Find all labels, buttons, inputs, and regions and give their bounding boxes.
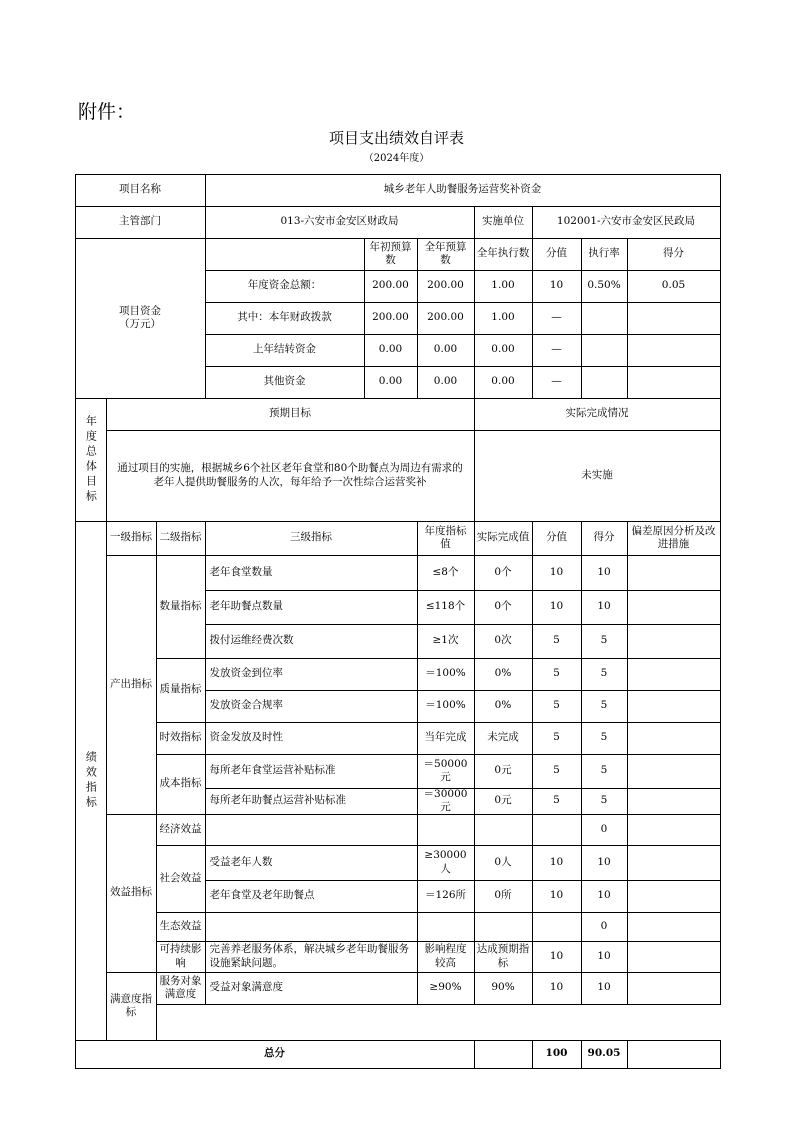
deviation-note	[627, 880, 721, 913]
level3-indicator: 受益老年人数	[205, 845, 418, 881]
actual-value: 0人	[474, 845, 533, 881]
perf-header: 实际完成值	[474, 521, 533, 556]
score-value: 10	[581, 555, 628, 591]
score-value: 5	[581, 624, 628, 659]
deviation-note	[627, 788, 721, 815]
funds-cell: 200.00	[417, 302, 475, 335]
level3-indicator: 每所老年食堂运营补贴标准	[205, 754, 418, 789]
deviation-note	[627, 624, 721, 659]
score-value: 0	[581, 814, 628, 846]
weight-value: 10	[532, 972, 582, 1005]
level1-satisfaction: 满意度指标	[106, 972, 157, 1041]
score-value: 5	[581, 690, 628, 723]
deviation-note	[627, 658, 721, 691]
score-value: 5	[581, 788, 628, 815]
total-label: 总分	[75, 1040, 475, 1069]
actual-value: 0%	[474, 658, 533, 691]
deviation-note	[627, 912, 721, 942]
level2-indicator: 社会效益	[156, 845, 206, 913]
level2-indicator: 可持续影响	[156, 941, 206, 973]
funds-cell: 0.05	[627, 270, 721, 303]
score-value: 10	[581, 590, 628, 625]
expected-goal-text: 通过项目的实施，根据城乡6个社区老年食堂和80个助餐点为周边有需求的老年人提供助餐服务的人次，每年给予一次性综合运营奖补	[106, 430, 475, 522]
score-value: 5	[581, 754, 628, 789]
attachment-label: 附件：	[78, 101, 136, 123]
target-value	[417, 912, 475, 942]
target-value: ≤8个	[417, 555, 475, 591]
level3-indicator	[205, 912, 418, 942]
level2-indicator: 生态效益	[156, 912, 206, 942]
funds-cell: 0.00	[364, 334, 418, 367]
funds-cell: 0.00	[474, 334, 533, 367]
target-value: ＝30000元	[417, 788, 475, 815]
score-value: 10	[581, 972, 628, 1005]
funds-cell: —	[532, 334, 582, 367]
funds-header: 全年执行数	[474, 238, 533, 271]
target-value: ≥30000人	[417, 845, 475, 881]
target-value: ＝100%	[417, 690, 475, 723]
actual-value: 0元	[474, 788, 533, 815]
funds-cell	[627, 366, 721, 399]
weight-value	[532, 912, 582, 942]
level3-indicator	[205, 814, 418, 846]
actual-value: 90%	[474, 972, 533, 1005]
project-name-label: 项目名称	[75, 174, 206, 207]
total-blank	[474, 1040, 533, 1069]
target-value	[417, 814, 475, 846]
unit-value: 102001-六安市金安区民政局	[532, 206, 721, 239]
actual-value: 达成预期指标	[474, 941, 533, 973]
weight-value: 5	[532, 690, 582, 723]
weight-value: 10	[532, 941, 582, 973]
level3-indicator: 每所老年助餐点运营补贴标准	[205, 788, 418, 815]
weight-value: 5	[532, 754, 582, 789]
page-title: 项目支出绩效自评表	[328, 129, 464, 147]
total-weight: 100	[532, 1040, 582, 1069]
funds-row-label: 其中：本年财政拨款	[205, 302, 365, 335]
deviation-note	[627, 941, 721, 973]
perf-header: 一级指标	[106, 521, 157, 556]
level3-indicator: 老年助餐点数量	[205, 590, 418, 625]
goals-label: 年度总体目标	[75, 398, 107, 522]
funds-cell	[627, 334, 721, 367]
actual-value: 0所	[474, 880, 533, 913]
funds-cell	[581, 334, 628, 367]
level2-indicator: 数量指标	[156, 555, 206, 659]
target-value: ≥90%	[417, 972, 475, 1005]
funds-cell: 0.50%	[581, 270, 628, 303]
weight-value: 10	[532, 555, 582, 591]
actual-value: 0个	[474, 590, 533, 625]
score-value: 10	[581, 941, 628, 973]
level3-indicator: 受益对象满意度	[205, 972, 418, 1005]
funds-cell: 0.00	[364, 366, 418, 399]
funds-header: 执行率	[581, 238, 628, 271]
unit-label: 实施单位	[474, 206, 533, 239]
level2-indicator: 时效指标	[156, 722, 206, 755]
perf-header: 得分	[581, 521, 628, 556]
funds-cell: 1.00	[474, 270, 533, 303]
weight-value: 10	[532, 880, 582, 913]
expected-goal-label: 预期目标	[106, 398, 475, 431]
target-value: ≥1次	[417, 624, 475, 659]
actual-value: 0次	[474, 624, 533, 659]
perf-header: 二级指标	[156, 521, 206, 556]
level3-indicator: 老年食堂数量	[205, 555, 418, 591]
perf-header: 三级指标	[205, 521, 418, 556]
weight-value: 5	[532, 722, 582, 755]
weight-value	[532, 814, 582, 846]
perf-header: 分值	[532, 521, 582, 556]
level3-indicator: 拨付运维经费次数	[205, 624, 418, 659]
score-value: 5	[581, 722, 628, 755]
actual-value	[474, 912, 533, 942]
total-blank	[627, 1040, 721, 1069]
level1-output: 产出指标	[106, 555, 157, 815]
weight-value: 10	[532, 590, 582, 625]
dept-label: 主管部门	[75, 206, 206, 239]
deviation-note	[627, 590, 721, 625]
deviation-note	[627, 722, 721, 755]
weight-value: 5	[532, 788, 582, 815]
funds-cell: 0.00	[417, 334, 475, 367]
funds-header: 分值	[532, 238, 582, 271]
actual-value: 未完成	[474, 722, 533, 755]
target-value: ＝126所	[417, 880, 475, 913]
score-value: 10	[581, 880, 628, 913]
funds-cell: —	[532, 366, 582, 399]
level3-indicator: 老年食堂及老年助餐点	[205, 880, 418, 913]
deviation-note	[627, 555, 721, 591]
level3-indicator: 资金发放及时性	[205, 722, 418, 755]
target-value: ＝100%	[417, 658, 475, 691]
deviation-note	[627, 814, 721, 846]
funds-header: 得分	[627, 238, 721, 271]
funds-label: 项目资金 （万元）	[75, 238, 206, 399]
deviation-note	[627, 972, 721, 1005]
level2-indicator: 质量指标	[156, 658, 206, 723]
funds-cell	[627, 302, 721, 335]
actual-value: 0%	[474, 690, 533, 723]
report-year: （2024年度）	[363, 153, 430, 164]
deviation-note	[627, 845, 721, 881]
level2-indicator: 经济效益	[156, 814, 206, 846]
perf-label: 绩效指标	[75, 521, 107, 1041]
funds-cell: 200.00	[417, 270, 475, 303]
actual-value	[474, 814, 533, 846]
level3-indicator: 发放资金到位率	[205, 658, 418, 691]
target-value: 影响程度较高	[417, 941, 475, 973]
level1-benefit: 效益指标	[106, 814, 157, 973]
funds-cell: 200.00	[364, 270, 418, 303]
funds-cell	[581, 366, 628, 399]
weight-value: 5	[532, 624, 582, 659]
funds-header: 全年预算数	[417, 238, 475, 271]
score-value: 0	[581, 912, 628, 942]
funds-row-label: 上年结转资金	[205, 334, 365, 367]
funds-header-blank	[205, 238, 365, 271]
deviation-note	[627, 754, 721, 789]
funds-cell: 0.00	[474, 366, 533, 399]
target-value: ≤118个	[417, 590, 475, 625]
deviation-note	[627, 690, 721, 723]
funds-cell	[581, 302, 628, 335]
perf-header: 年度指标值	[417, 521, 475, 556]
funds-cell: 200.00	[364, 302, 418, 335]
actual-goal-text: 未实施	[474, 430, 721, 522]
score-value: 5	[581, 658, 628, 691]
actual-goal-label: 实际完成情况	[474, 398, 721, 431]
perf-header: 偏差原因分析及改进措施	[627, 521, 721, 556]
target-value: 当年完成	[417, 722, 475, 755]
total-score: 90.05	[581, 1040, 628, 1069]
actual-value: 0个	[474, 555, 533, 591]
dept-value: 013-六安市金安区财政局	[205, 206, 475, 239]
funds-header: 年初预算数	[364, 238, 418, 271]
actual-value: 0元	[474, 754, 533, 789]
level2-indicator: 成本指标	[156, 754, 206, 815]
funds-cell: 10	[532, 270, 582, 303]
funds-cell: 0.00	[417, 366, 475, 399]
project-name-value: 城乡老年人助餐服务运营奖补资金	[205, 174, 721, 207]
level3-indicator: 完善养老服务体系，解决城乡老年助餐服务设施紧缺问题。	[205, 941, 418, 973]
target-value: ＝50000元	[417, 754, 475, 789]
weight-value: 5	[532, 658, 582, 691]
level3-indicator: 发放资金合规率	[205, 690, 418, 723]
funds-row-label: 年度资金总额：	[205, 270, 365, 303]
funds-row-label: 其他资金	[205, 366, 365, 399]
score-value: 10	[581, 845, 628, 881]
funds-cell: —	[532, 302, 582, 335]
weight-value: 10	[532, 845, 582, 881]
funds-cell: 1.00	[474, 302, 533, 335]
level2-indicator: 服务对象满意度	[156, 972, 206, 1005]
